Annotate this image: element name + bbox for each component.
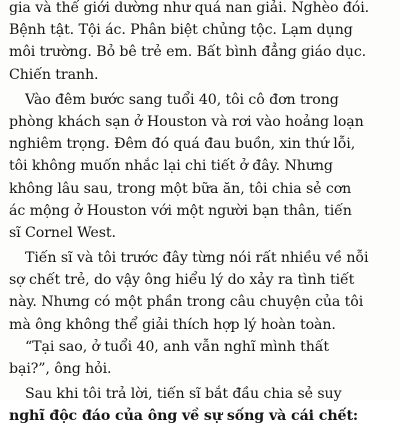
paragraph-3 <box>9 247 393 336</box>
text-line: Sau khi tôi trả lời, tiến sĩ bắt đầu chia sẻ suy <box>25 386 342 403</box>
text-line: nghiêm trọng. Đêm đó quá đau buồn, xin thứ lỗi, <box>9 136 356 153</box>
body-text <box>9 0 393 428</box>
text-line: nghĩ độc đáo của ông về sự sống và cái chết: <box>9 408 359 425</box>
text-line: môi trường. Bỏ bê trẻ em. Bất bình đẳng giáo dục. <box>9 44 367 61</box>
text-line: không lâu sau, trong một bữa ăn, tôi chia sẻ cơn <box>9 180 352 197</box>
text-line: bại?”, ông hỏi. <box>9 361 112 377</box>
text-line: tôi không muốn nhắc lại chi tiết ở đây. Nhưng <box>9 158 333 175</box>
text-line: Tiến sĩ và tôi trước đây từng nói rất nhiều về nỗi <box>25 250 369 267</box>
text-line: sợ chết trẻ, do vậy ông hiểu lý do xảy ra tình tiết <box>9 272 355 289</box>
text-line: “Tại sao, ở tuổi 40, anh vẫn nghĩ mình thất <box>25 338 329 355</box>
paragraph-5 <box>9 383 393 427</box>
text-line: phòng khách sạn ở Houston và rơi vào hoảng loạn <box>9 113 364 130</box>
text-line: Vào đêm bước sang tuổi 40, tôi cô đơn trong <box>25 91 339 108</box>
text-line: Chiến tranh. <box>9 66 99 83</box>
text-line: ác mộng ở Houston với một người bạn thân, tiến <box>9 202 352 219</box>
text-line: sĩ Cornel West. <box>9 224 116 241</box>
paragraph-1 <box>9 0 393 86</box>
text-line: Bệnh tật. Tội ác. Phân biệt chủng tộc. Lạm dụng <box>9 22 353 39</box>
text-line: mà ông không thể giải thích hợp lý hoàn toàn. <box>9 316 336 333</box>
paragraph-4 <box>9 336 393 380</box>
text-line: này. Nhưng có một phần trong câu chuyện của tôi <box>9 294 364 311</box>
text-line: gia và thế giới dường như quá nan giải. Nghèo đói. <box>9 0 370 16</box>
paragraph-2 <box>9 89 393 244</box>
